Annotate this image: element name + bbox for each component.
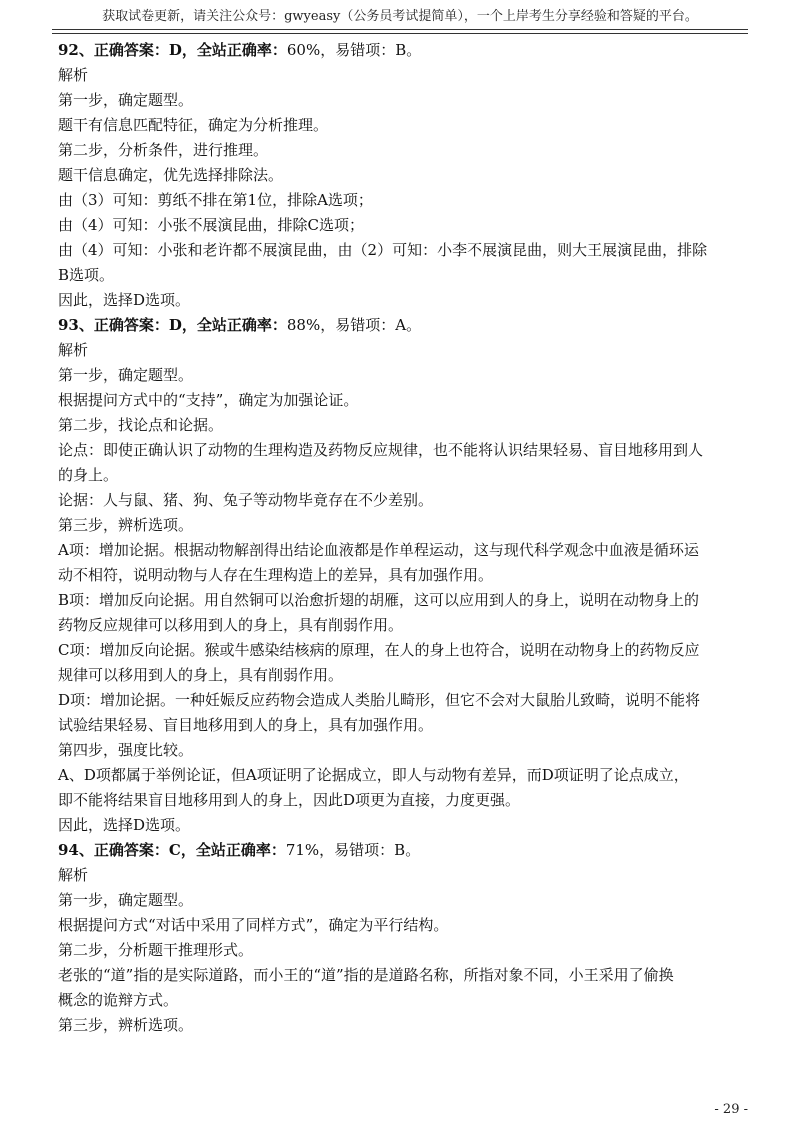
header-rule-thin xyxy=(52,33,748,34)
analysis-line: 由（4）可知：小张不展演昆曲，排除C选项； xyxy=(58,216,365,234)
page-number: - 29 - xyxy=(714,1102,748,1117)
analysis-line: 由（3）可知：剪纸不排在第1位，排除A选项； xyxy=(58,191,373,209)
analysis-line: 第一步，确定题型。 xyxy=(58,891,194,909)
analysis-line: 规律可以移用到人的身上，具有削弱作用。 xyxy=(58,666,344,684)
analysis-line: 根据提问方式中的“支持”，确定为加强论证。 xyxy=(58,391,359,409)
analysis-label: 解析 xyxy=(58,866,89,884)
analysis-line: 第二步，分析题干推理形式。 xyxy=(58,941,254,959)
analysis-line: 第三步，辨析选项。 xyxy=(58,1016,194,1034)
analysis-line: 第一步，确定题型。 xyxy=(58,366,194,384)
analysis-line: 因此，选择D选项。 xyxy=(58,291,191,309)
document-body xyxy=(58,38,748,1038)
question-block xyxy=(58,838,748,1038)
question-heading xyxy=(58,313,748,338)
analysis-line: B项：增加反向论据。用自然铜可以治愈折翅的胡雁，这可以应用到人的身上，说明在动物身上的 xyxy=(58,591,700,609)
analysis-line: 即不能将结果盲目地移用到人的身上，因此D项更为直接，力度更强。 xyxy=(58,791,521,809)
question-title: 93、正确答案：D，全站正确率： xyxy=(58,316,287,334)
analysis-line: 试验结果轻易、盲目地移用到人的身上，具有加强作用。 xyxy=(58,716,434,734)
analysis-line: 老张的“道”指的是实际道路，而小王的“道”指的是道路名称，所指对象不同，小王采用了偷换 xyxy=(58,966,674,984)
analysis-label: 解析 xyxy=(58,341,89,359)
analysis-line: 题干有信息匹配特征，确定为分析推理。 xyxy=(58,116,329,134)
analysis-line: A、D项都属于举例论证，但A项证明了论据成立，即人与动物有差异，而D项证明了论点成立， xyxy=(58,766,689,784)
analysis-line: 因此，选择D选项。 xyxy=(58,816,191,834)
analysis-line: 论据：人与鼠、猪、狗、兔子等动物毕竟存在不少差别。 xyxy=(58,491,434,509)
analysis-line: 第三步，辨析选项。 xyxy=(58,516,194,534)
analysis-line: 论点：即使正确认识了动物的生理构造及药物反应规律，也不能将认识结果轻易、盲目地移用到人 xyxy=(58,441,704,459)
page-header: 获取试卷更新，请关注公众号：gwyeasy（公务员考试提简单），一个上岸考生分享经验和答疑的平台。 xyxy=(102,9,698,24)
header-rule-thick xyxy=(52,29,748,30)
analysis-line: 概念的诡辩方式。 xyxy=(58,991,179,1009)
analysis-line: C项：增加反向论据。猴或牛感染结核病的原理，在人的身上也符合，说明在动物身上的药物反应 xyxy=(58,641,700,659)
analysis-line: 由（4）可知：小张和老许都不展演昆曲，由（2）可知：小李不展演昆曲，则大王展演昆曲，排除 xyxy=(58,241,708,259)
analysis-line: B选项。 xyxy=(58,266,115,284)
analysis-line: D项：增加论据。一种妊娠反应药物会造成人类胎儿畸形，但它不会对大鼠胎儿致畸，说明不能将 xyxy=(58,691,701,709)
question-accuracy: 60%，易错项：B。 xyxy=(286,41,422,59)
question-heading xyxy=(58,838,748,863)
analysis-line: 的身上。 xyxy=(58,466,119,484)
question-block xyxy=(58,313,748,838)
analysis-line: A项：增加论据。根据动物解剖得出结论血液都是作单程运动，这与现代科学观念中血液是循环运 xyxy=(58,541,699,559)
analysis-line: 第二步，找论点和论据。 xyxy=(58,416,224,434)
question-title: 92、正确答案：D，全站正确率： xyxy=(58,41,287,59)
question-accuracy: 88%，易错项：A。 xyxy=(286,316,422,334)
question-accuracy: 71%，易错项：B。 xyxy=(285,841,421,859)
question-title: 94、正确答案：C，全站正确率： xyxy=(58,841,286,859)
analysis-line: 动不相符，说明动物与人存在生理构造上的差异，具有加强作用。 xyxy=(58,566,494,584)
analysis-line: 药物反应规律可以移用到人的身上，具有削弱作用。 xyxy=(58,616,404,634)
analysis-line: 题干信息确定，优先选择排除法。 xyxy=(58,166,284,184)
question-heading xyxy=(58,38,748,63)
analysis-label: 解析 xyxy=(58,66,89,84)
analysis-line: 第四步，强度比较。 xyxy=(58,741,194,759)
question-block xyxy=(58,38,748,313)
analysis-line: 第一步，确定题型。 xyxy=(58,91,194,109)
analysis-line: 第二步，分析条件，进行推理。 xyxy=(58,141,269,159)
analysis-line: 根据提问方式“对话中采用了同样方式”，确定为平行结构。 xyxy=(58,916,449,934)
